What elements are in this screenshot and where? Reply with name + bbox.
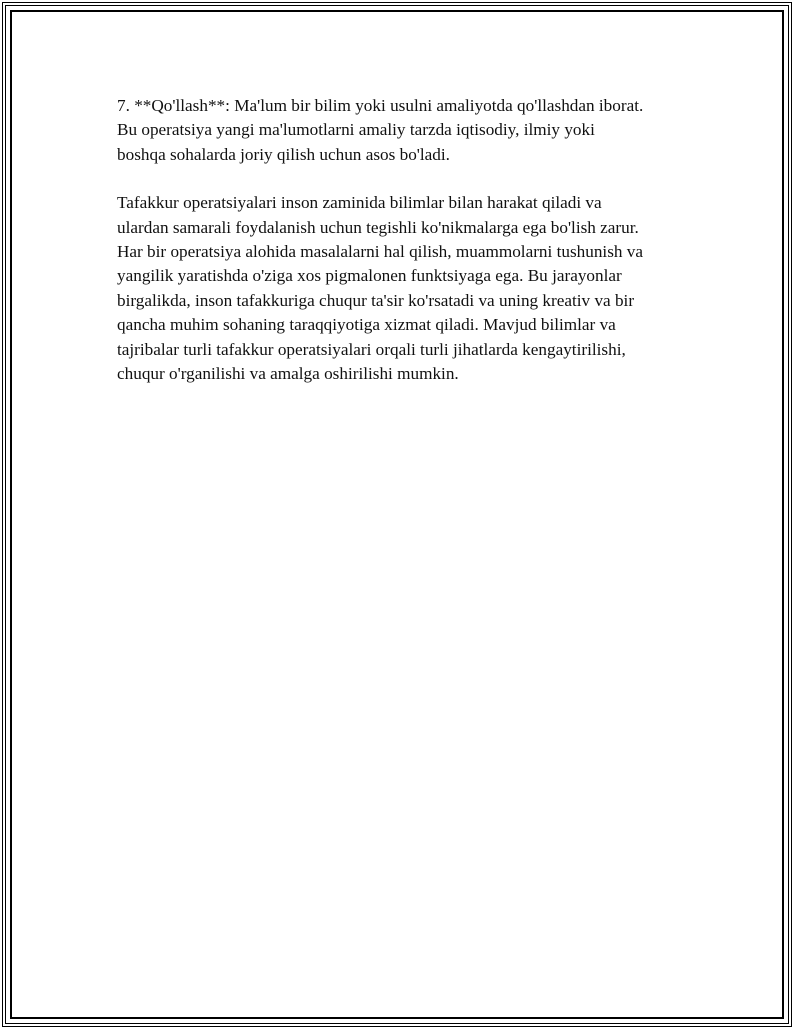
text-line: boshqa sohalarda joriy qilish uchun asos bo'ladi. xyxy=(117,144,450,164)
text-line: Har bir operatsiya alohida masalalarni hal qilish, muammolarni tushunish va xyxy=(117,242,643,262)
text-line: qancha muhim sohaning taraqqiyotiga xizmat qiladi. Mavjud bilimlar va xyxy=(117,315,616,335)
document-body xyxy=(117,94,707,410)
text-line: ulardan samarali foydalanish uchun tegishli ko'nikmalarga ega bo'lish zarur. xyxy=(117,217,639,237)
paragraph-qollash xyxy=(117,94,707,167)
text-line: chuqur o'rganilishi va amalga oshirilishi mumkin. xyxy=(117,364,459,384)
text-line: yangilik yaratishda o'ziga xos pigmalonen funktsiyaga ega. Bu jarayonlar xyxy=(117,266,622,286)
text-line: 7. **Qo'llash**: Ma'lum bir bilim yoki usulni amaliyotda qo'llashdan iborat. xyxy=(117,96,644,115)
paragraph-tafakkur xyxy=(117,191,707,386)
text-line: birgalikda, inson tafakkuriga chuqur ta'sir ko'rsatadi va uning kreativ va bir xyxy=(117,290,635,310)
text-line: Tafakkur operatsiyalari inson zaminida bilimlar bilan harakat qiladi va xyxy=(117,193,602,213)
text-line: tajribalar turli tafakkur operatsiyalari orqali turli jihatlarda kengaytirilishi, xyxy=(117,339,626,359)
text-line: Bu operatsiya yangi ma'lumotlarni amaliy tarzda iqtisodiy, ilmiy yoki xyxy=(117,120,595,140)
